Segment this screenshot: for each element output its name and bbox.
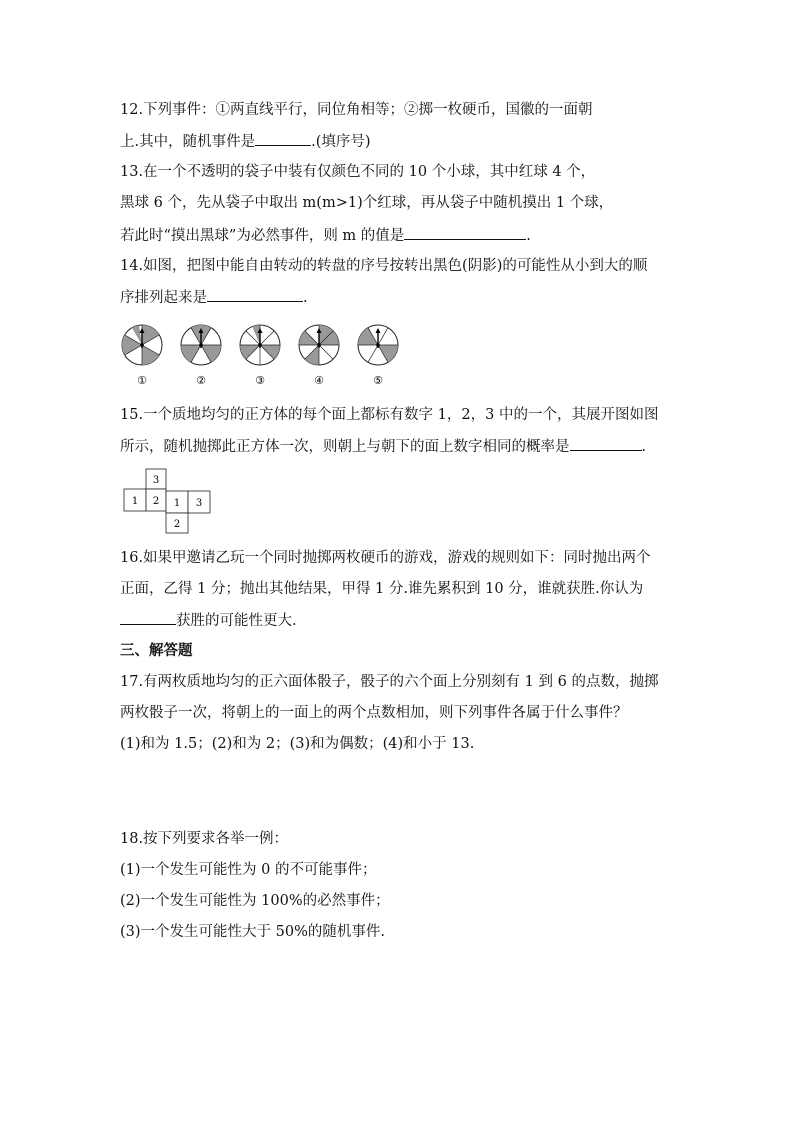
q13-line1: 13.在一个不透明的袋子中装有仅颜色不同的 10 个小球，其中红球 4 个，: [120, 164, 596, 180]
q18-line4: (3)一个发生可能性大于 50%的随机事件.: [120, 924, 385, 940]
spinner-4: [299, 325, 339, 365]
q13-line3: [120, 225, 531, 246]
q12-answer-blank[interactable]: [255, 131, 311, 146]
spinner-figure: [120, 320, 410, 390]
q14-text: 序排列起来是: [120, 290, 207, 306]
q17-line2: 两枚骰子一次，将朝上的一面上的两个点数相加，则下列事件各属于什么事件？: [120, 705, 628, 721]
q13-answer-blank[interactable]: [404, 225, 526, 240]
q12-line2: [120, 131, 371, 152]
net-cell-center: 2: [152, 496, 160, 507]
spinner-label-3: ③: [255, 374, 265, 387]
q18-line1: 18.按下列要求各举一例：: [120, 831, 289, 847]
cube-net-figure: [122, 468, 214, 534]
spinner-label-5: ⑤: [373, 374, 383, 387]
q16-answer-blank[interactable]: [120, 610, 176, 625]
q16-line3: [120, 610, 297, 631]
q15-line1: 15.一个质地均匀的正方体的每个面上都标有数字 1，2，3 中的一个，其展开图如图: [120, 407, 659, 423]
spinner-5: [358, 325, 398, 365]
q12-line1: 12.下列事件：①两直线平行，同位角相等；②掷一枚硬币，国徽的一面朝: [120, 102, 593, 118]
q18-line2: (1)一个发生可能性为 0 的不可能事件；: [120, 862, 377, 878]
spinner-3: [240, 325, 280, 365]
q14-answer-blank[interactable]: [207, 287, 303, 302]
q12-text: 上.其中，随机事件是: [120, 134, 256, 150]
q12-tail: .(填序号): [311, 134, 371, 150]
q15-tail: .: [641, 439, 647, 455]
q16-line1: 16.如果甲邀请乙玩一个同时抛掷两枚硬币的游戏，游戏的规则如下：同时抛出两个: [120, 550, 651, 566]
net-cell-left: 1: [131, 496, 139, 507]
q17-line1: 17.有两枚质地均匀的正六面体骰子，骰子的六个面上分别刻有 1 到 6 的点数，抛掷: [120, 674, 659, 690]
spinner-1: [122, 325, 162, 365]
q16-tail: 获胜的可能性更大.: [176, 613, 297, 629]
q15-line2: [120, 436, 646, 457]
spinner-label-2: ②: [196, 374, 206, 387]
q15-text: 所示，随机抛掷此正方体一次，则朝上与朝下的面上数字相同的概率是: [120, 439, 570, 455]
spinner-label-1: ①: [137, 374, 147, 387]
net-cell-bottom: 2: [173, 519, 181, 530]
section-heading: 三、解答题: [120, 642, 193, 659]
q14-tail: .: [303, 290, 308, 306]
spinner-2: [181, 325, 221, 365]
spinner-label-4: ④: [314, 374, 324, 387]
q13-line2: 黑球 6 个，先从袋子中取出 m(m>1)个红球，再从袋子中随机摸出 1 个球，: [120, 195, 614, 211]
q18-line3: (2)一个发生可能性为 100%的必然事件；: [120, 893, 390, 909]
q17-line3: (1)和为 1.5；(2)和为 2；(3)和为偶数；(4)和小于 13.: [120, 736, 475, 752]
q14-line1: 14.如图，把图中能自由转动的转盘的序号按转出黑色(阴影)的可能性从小到大的顺: [120, 258, 648, 274]
net-cell-right1: 1: [173, 498, 181, 509]
net-cell-right2: 3: [195, 498, 203, 509]
q16-line2: 正面，乙得 1 分；抛出其他结果，甲得 1 分.谁先累积到 10 分，谁就获胜.你认为: [120, 581, 644, 597]
q15-answer-blank[interactable]: [570, 436, 642, 451]
q13-tail: .: [526, 228, 531, 244]
net-cell-top: 3: [152, 475, 160, 486]
q13-text: 若此时“摸出黑球”为必然事件，则 m 的值是: [120, 228, 405, 244]
q14-line2: [120, 287, 308, 308]
